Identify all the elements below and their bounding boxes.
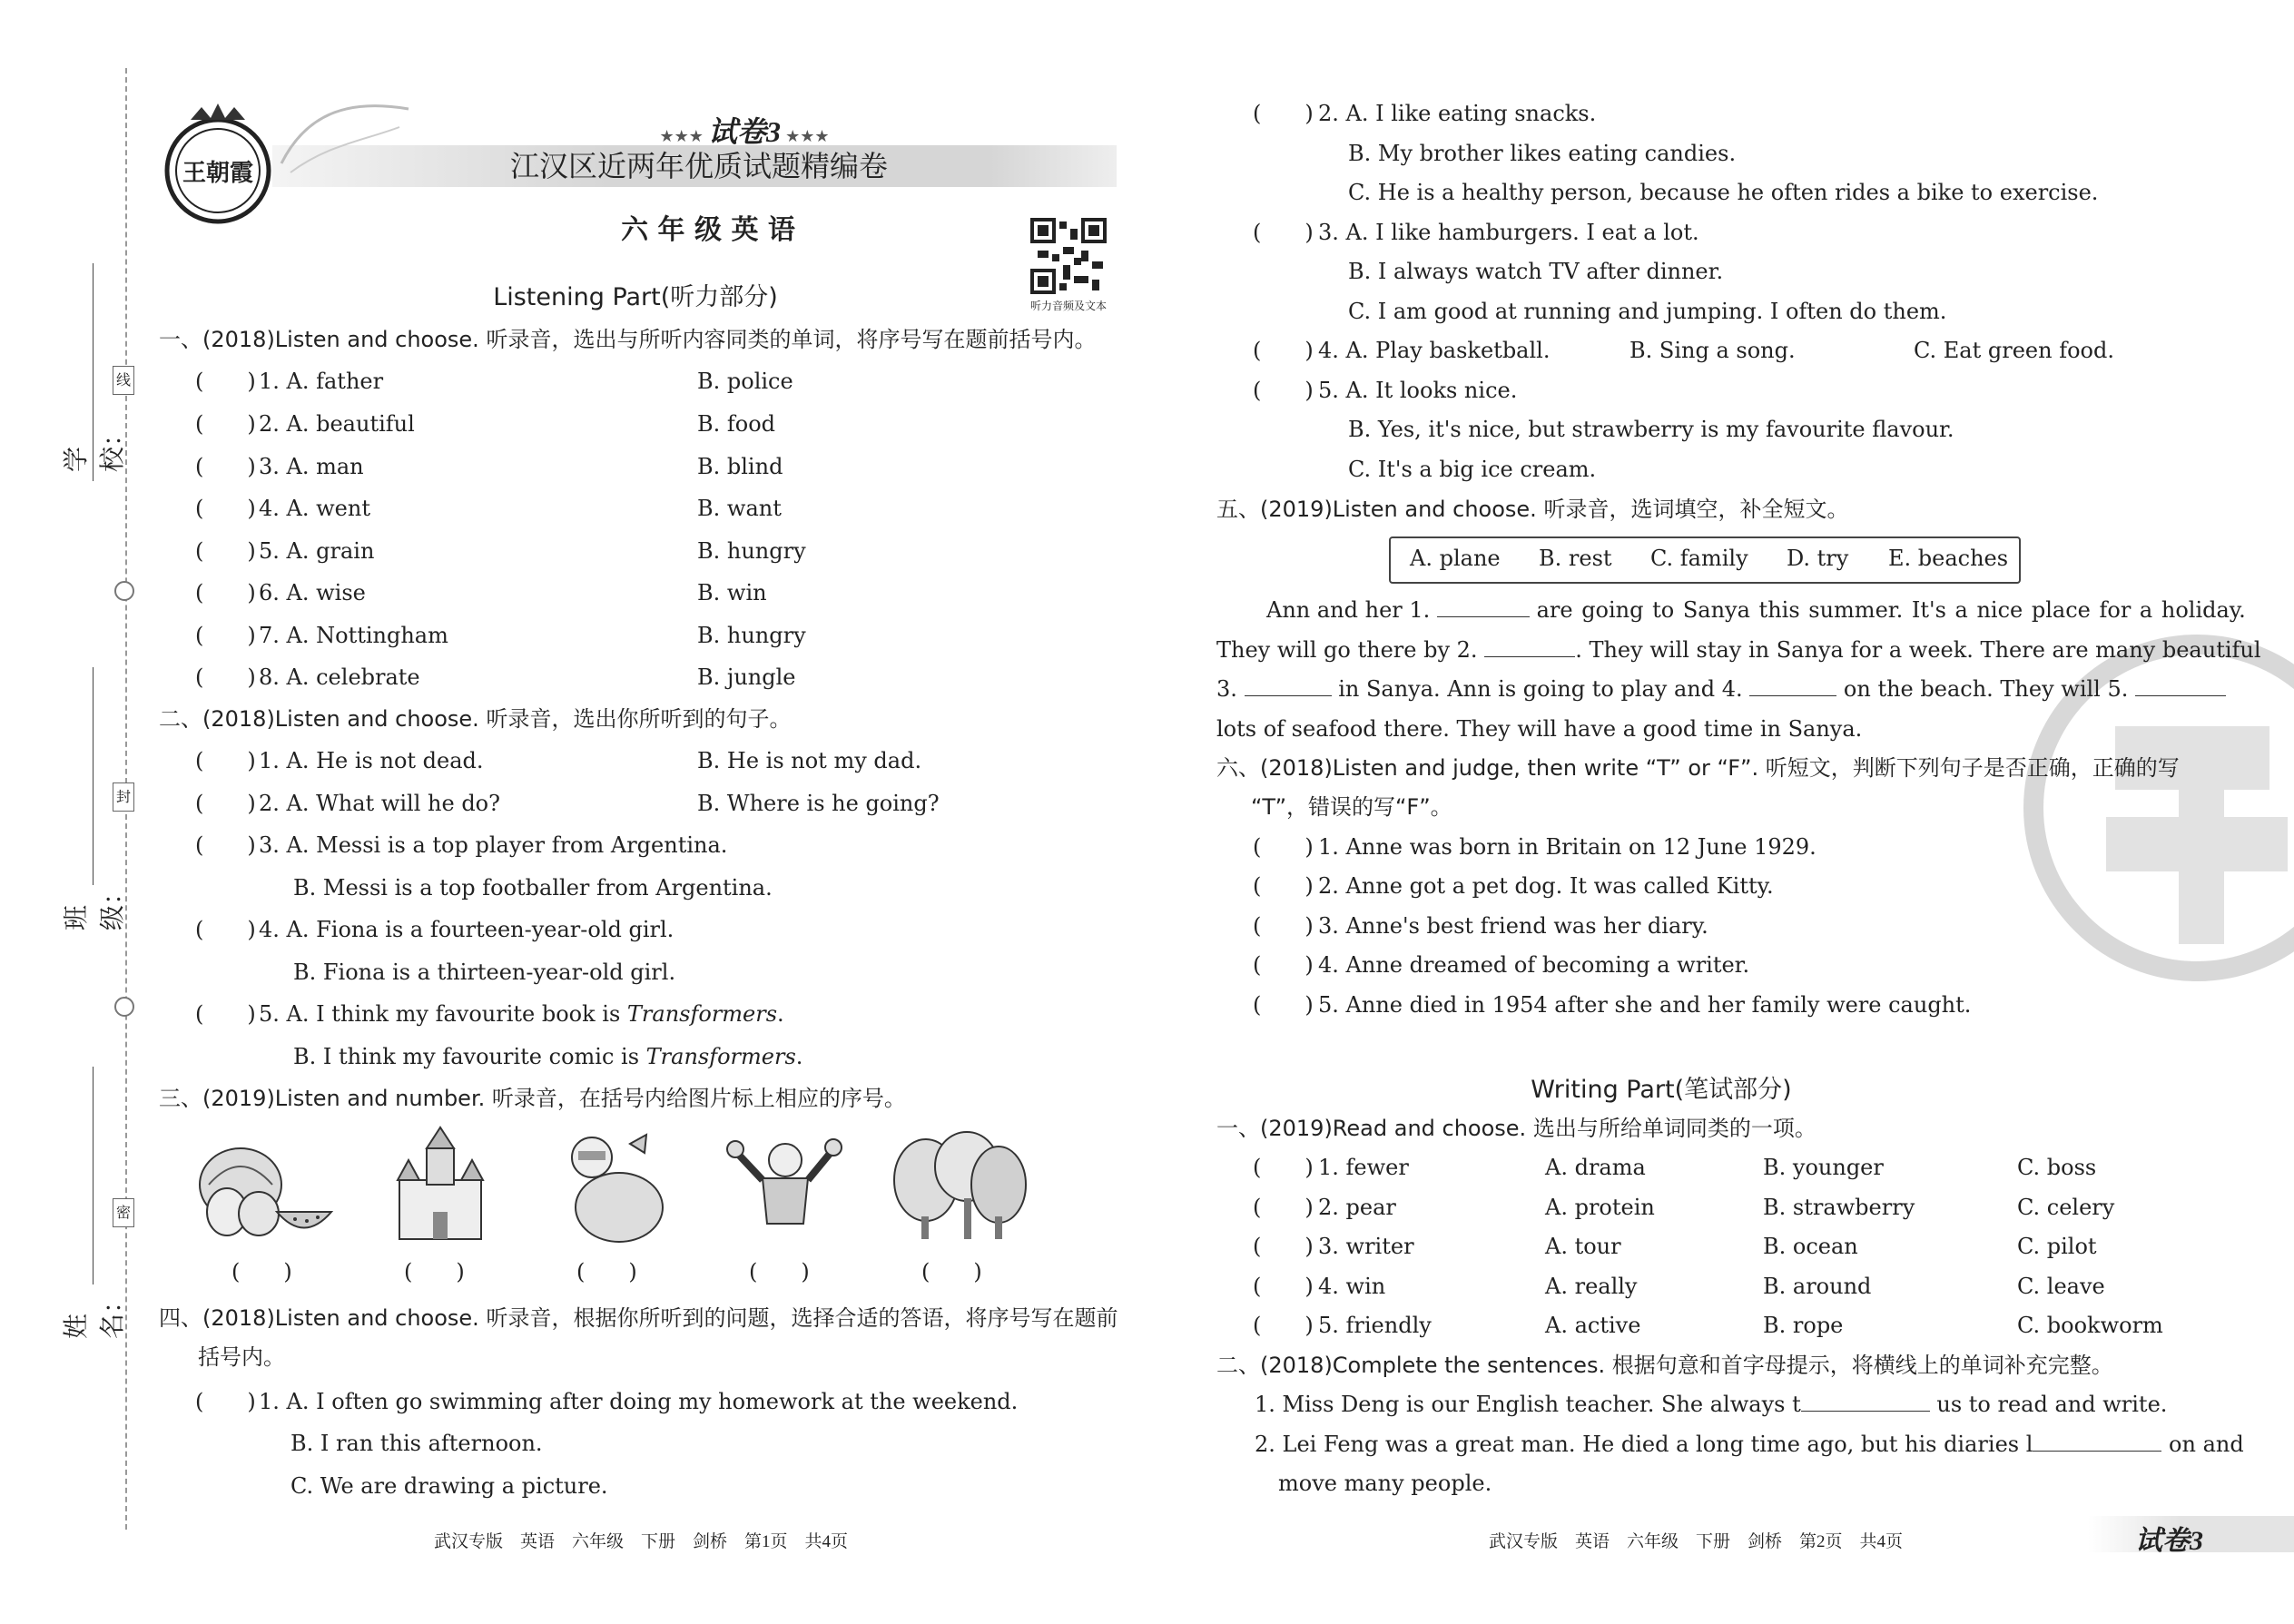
w2-sentence-2 <box>1255 1429 2244 1460</box>
passage-line-1 <box>1266 595 2246 625</box>
s1-item-8b: B. jungle <box>697 664 796 690</box>
w2-s1-b: us to read and write. <box>1936 1392 2168 1417</box>
s6-item-2: 2. Anne got a pet dog. It was called Kitty. <box>1318 873 1774 899</box>
logo-text: 王朝霞 <box>182 160 253 187</box>
paper-label: 试卷3 <box>707 115 781 148</box>
blank-5[interactable] <box>2135 675 2226 696</box>
s2-q5b-pre: B. I think my favourite comic is <box>293 1044 646 1069</box>
s2-q1a: 1. A. He is not dead. <box>259 748 484 773</box>
s1-paren-8[interactable]: ( ) <box>195 664 256 690</box>
s2-q4b: B. Fiona is a thirteen-year-old girl. <box>293 960 676 985</box>
w2-s2-b: on and <box>2169 1432 2244 1457</box>
castle-picture <box>390 1126 490 1244</box>
s1-item-2b: B. food <box>697 411 776 437</box>
section-4-heading-l1: 四、(2018)Listen and choose. 听录音，根据你所听到的问题，选择合适的答语，将序号写在题前 <box>159 1305 1118 1331</box>
binding-dot-1 <box>114 581 134 601</box>
stars-right: ★★★ <box>785 127 830 146</box>
s1-item-7a: 7. A. Nottingham <box>259 623 448 648</box>
word-bank-option-a: A. plane <box>1410 546 1501 571</box>
s4-paren-2[interactable]: ( ) <box>1253 101 1314 126</box>
s1-paren-1[interactable]: ( ) <box>195 369 256 394</box>
s4-q2b: B. My brother likes eating candies. <box>1348 141 1737 166</box>
w1-paren-5[interactable]: ( ) <box>1253 1313 1314 1338</box>
s2-q5a-pre: 5. A. I think my favourite book is <box>259 1001 627 1027</box>
w2-blank-2[interactable] <box>2033 1431 2161 1452</box>
writing-1-heading: 一、(2019)Read and choose. 选出与所给单词同类的一项。 <box>1216 1116 1816 1141</box>
s2-q5b-title: Transformers <box>645 1044 796 1069</box>
section-2-heading: 二、(2018)Listen and choose. 听录音，选出你所听到的句子。 <box>159 706 792 732</box>
s1-item-5a: 5. A. grain <box>259 538 375 564</box>
s4-paren-3[interactable]: ( ) <box>1253 220 1314 245</box>
s2-q4a: 4. A. Fiona is a fourteen-year-old girl. <box>259 917 674 942</box>
w1-b5: B. rope <box>1763 1313 1844 1338</box>
s6-item-1: 1. Anne was born in Britain on 12 June 1929. <box>1318 834 1816 860</box>
p2-b: . They will stay in Sanya for a week. There are many beautiful <box>1575 637 2261 663</box>
w1-a1: A. drama <box>1545 1155 1646 1180</box>
w1-a5: A. active <box>1545 1313 1641 1338</box>
s3-paren-1[interactable]: ( ) <box>231 1259 292 1284</box>
w1-b1: B. younger <box>1763 1155 1884 1180</box>
s4-paren-1[interactable]: ( ) <box>195 1389 256 1414</box>
word-bank-option-e: E. beaches <box>1888 546 2009 571</box>
name-label: 姓名： <box>61 1287 127 1339</box>
w1-q1: 1. fewer <box>1318 1155 1409 1180</box>
s1-paren-4[interactable]: ( ) <box>195 496 256 521</box>
w1-paren-2[interactable]: ( ) <box>1253 1195 1314 1220</box>
s6-paren-2[interactable]: ( ) <box>1253 873 1314 899</box>
listening-title: Listening Part(听力部分) <box>493 283 778 311</box>
s4-q3b: B. I always watch TV after dinner. <box>1348 259 1724 284</box>
section-1-heading: 一、(2018)Listen and choose. 听录音，选出与所听内容同类的单词，将序号写在题前括号内。 <box>159 327 1097 352</box>
s4-q2a: 2. A. I like eating snacks. <box>1318 101 1597 126</box>
w1-paren-1[interactable]: ( ) <box>1253 1155 1314 1180</box>
w1-q5: 5. friendly <box>1318 1313 1432 1338</box>
w2-sentence-2-cont: move many people. <box>1278 1471 1492 1496</box>
section-6-heading-l1: 六、(2018)Listen and judge, then write “T” or “F”. 听短文，判断下列句子是否正确，正确的写 <box>1216 755 2180 781</box>
w1-q3: 3. writer <box>1318 1234 1414 1259</box>
blank-1[interactable] <box>1437 596 1530 617</box>
s1-paren-3[interactable]: ( ) <box>195 454 256 479</box>
s2-paren-1[interactable]: ( ) <box>195 748 256 773</box>
s2-paren-2[interactable]: ( ) <box>195 791 256 816</box>
blank-4[interactable] <box>1749 675 1836 696</box>
s4-q3c: C. I am good at running and jumping. I often do them. <box>1348 299 1947 324</box>
binding-close-char: 密 <box>113 1198 134 1227</box>
s2-q5b <box>293 1041 802 1072</box>
stars-left: ★★★ <box>659 127 704 146</box>
blank-2[interactable] <box>1484 636 1575 657</box>
w1-c1: C. boss <box>2017 1155 2097 1180</box>
w2-s2-a: 2. Lei Feng was a great man. He died a long time ago, but his diaries l <box>1255 1432 2033 1457</box>
section-6-heading-l2: “T”，错误的写“F”。 <box>1251 794 1452 820</box>
s1-item-1a: 1. A. father <box>259 369 384 394</box>
s1-item-6b: B. win <box>697 580 767 605</box>
s2-q2a: 2. A. What will he do? <box>259 791 500 816</box>
banner-title: 江汉区近两年优质试题精编卷 <box>509 149 888 183</box>
w1-a3: A. tour <box>1545 1234 1621 1259</box>
s1-item-8a: 8. A. celebrate <box>259 664 420 690</box>
blank-3[interactable] <box>1245 675 1332 696</box>
qr-code <box>1030 218 1107 294</box>
w1-b4: B. around <box>1763 1274 1872 1299</box>
footer-left: 武汉专版 英语 六年级 下册 剑桥 第1页 共4页 <box>434 1532 849 1551</box>
s2-paren-4[interactable]: ( ) <box>195 917 256 942</box>
s1-item-4b: B. want <box>697 496 782 521</box>
s4-q5c: C. It's a big ice cream. <box>1348 457 1597 482</box>
s1-paren-7[interactable]: ( ) <box>195 623 256 648</box>
p1-a: Ann and her 1. <box>1266 597 1431 623</box>
s1-paren-5[interactable]: ( ) <box>195 538 256 564</box>
s4-paren-5[interactable]: ( ) <box>1253 378 1314 403</box>
w1-c4: C. leave <box>2017 1274 2105 1299</box>
s6-paren-4[interactable]: ( ) <box>1253 952 1314 978</box>
binding-line-char: 线 <box>113 366 134 395</box>
w2-blank-1[interactable] <box>1801 1391 1930 1412</box>
s1-item-7b: B. hungry <box>697 623 806 648</box>
s1-paren-6[interactable]: ( ) <box>195 580 256 605</box>
s2-q5b-post: . <box>795 1044 803 1069</box>
section-4-heading-l2: 括号内。 <box>198 1344 285 1370</box>
w2-s1-a: 1. Miss Deng is our English teacher. She always t <box>1255 1392 1801 1417</box>
grade-title: 六 年 级 英 语 <box>621 214 795 246</box>
w1-q4: 4. win <box>1318 1274 1386 1299</box>
s4-q3a: 3. A. I like hamburgers. I eat a lot. <box>1318 220 1699 245</box>
passage-line-2 <box>1216 635 2261 665</box>
s1-item-4a: 4. A. went <box>259 496 370 521</box>
s6-paren-1[interactable]: ( ) <box>1253 834 1314 860</box>
s6-item-5: 5. Anne died in 1954 after she and her family were caught. <box>1318 992 1972 1018</box>
trees-picture <box>890 1126 1030 1244</box>
word-bank-option-b: B. rest <box>1539 546 1612 571</box>
s2-q3a: 3. A. Messi is a top player from Argentina. <box>259 832 728 858</box>
s3-paren-3[interactable]: ( ) <box>576 1259 637 1284</box>
p3-a: 3. <box>1216 676 1237 702</box>
s4-q1c: C. We are drawing a picture. <box>290 1473 608 1499</box>
s4-q5a: 5. A. It looks nice. <box>1318 378 1518 403</box>
w1-b2: B. strawberry <box>1763 1195 1915 1220</box>
s2-q1b: B. He is not my dad. <box>697 748 922 773</box>
p3-c: on the beach. They will 5. <box>1843 676 2129 702</box>
writing-2-heading: 二、(2018)Complete the sentences. 根据句意和首字母提示，将横线上的单词补充完整。 <box>1216 1353 2113 1378</box>
s2-q5a-title: Transformers <box>626 1001 778 1027</box>
passage-line-4: lots of seafood there. They will have a good time in Sanya. <box>1216 716 1863 742</box>
s4-q5b: B. Yes, it's nice, but strawberry is my favourite flavour. <box>1348 417 1954 442</box>
s6-item-3: 3. Anne's best friend was her diary. <box>1318 913 1708 939</box>
passage-line-3 <box>1216 674 2226 704</box>
w1-a2: A. protein <box>1545 1195 1655 1220</box>
s1-item-3b: B. blind <box>697 454 783 479</box>
s6-paren-3[interactable]: ( ) <box>1253 913 1314 939</box>
w1-paren-4[interactable]: ( ) <box>1253 1274 1314 1299</box>
s4-q4c: C. Eat green food. <box>1914 338 2114 363</box>
s6-paren-5[interactable]: ( ) <box>1253 992 1314 1018</box>
class-line <box>93 667 94 885</box>
s4-q1b: B. I ran this afternoon. <box>290 1431 543 1456</box>
word-bank-option-c: C. family <box>1650 546 1748 571</box>
s4-q2c: C. He is a healthy person, because he often rides a bike to exercise. <box>1348 180 2099 205</box>
s2-q2b: B. Where is he going? <box>697 791 940 816</box>
s2-paren-3[interactable]: ( ) <box>195 832 256 858</box>
p3-b: in Sanya. Ann is going to play and 4. <box>1338 676 1743 702</box>
s3-paren-2[interactable]: ( ) <box>404 1259 465 1284</box>
w2-sentence-1 <box>1255 1389 2167 1420</box>
w1-c3: C. pilot <box>2017 1234 2097 1259</box>
w1-c5: C. bookworm <box>2017 1313 2163 1338</box>
footer-right: 武汉专版 英语 六年级 下册 剑桥 第2页 共4页 <box>1489 1532 1904 1551</box>
ribbon-decoration <box>272 91 418 182</box>
qr-caption: 听力音频及文本 <box>1029 300 1107 312</box>
s1-item-1b: B. police <box>697 369 793 394</box>
s6-item-4: 4. Anne dreamed of becoming a writer. <box>1318 952 1750 978</box>
s1-item-3a: 3. A. man <box>259 454 364 479</box>
s3-paren-4[interactable]: ( ) <box>749 1259 810 1284</box>
class-label: 班级： <box>61 879 127 930</box>
s1-item-6a: 6. A. wise <box>259 580 366 605</box>
w1-c2: C. celery <box>2017 1195 2115 1220</box>
s1-item-5b: B. hungry <box>697 538 806 564</box>
s4-q1a: 1. A. I often go swimming after doing my homework at the weekend. <box>259 1389 1019 1414</box>
w1-b3: B. ocean <box>1763 1234 1858 1259</box>
section-5-heading: 五、(2019)Listen and choose. 听录音，选词填空，补全短文。 <box>1216 497 1849 522</box>
s4-q4b: B. Sing a song. <box>1629 338 1796 363</box>
writing-title: Writing Part(笔试部分) <box>1531 1076 1792 1104</box>
w1-paren-3[interactable]: ( ) <box>1253 1234 1314 1259</box>
s4-q4a: 4. A. Play basketball. <box>1318 338 1551 363</box>
s3-paren-5[interactable]: ( ) <box>921 1259 982 1284</box>
s1-paren-2[interactable]: ( ) <box>195 411 256 437</box>
p2-a: They will go there by 2. <box>1216 637 1478 663</box>
rocket-picture <box>556 1126 669 1244</box>
w1-q2: 2. pear <box>1318 1195 1396 1220</box>
section-3-heading: 三、(2019)Listen and number. 听录音，在括号内给图片标上相应的序号。 <box>159 1086 906 1111</box>
footer-tag: 试卷3 <box>2135 1526 2203 1556</box>
fruits-picture <box>191 1130 336 1239</box>
s1-item-2a: 2. A. beautiful <box>259 411 415 437</box>
binding-dot-2 <box>114 997 134 1017</box>
school-label: 学校： <box>61 420 127 472</box>
s2-q5a <box>259 999 784 1029</box>
superman-picture <box>726 1124 844 1242</box>
w1-a4: A. really <box>1545 1274 1638 1299</box>
binding-seal-char: 封 <box>113 782 134 812</box>
s2-paren-5[interactable]: ( ) <box>195 1001 256 1027</box>
s2-q5a-post: . <box>777 1001 784 1027</box>
s4-paren-4[interactable]: ( ) <box>1253 338 1314 363</box>
name-line <box>93 1067 94 1284</box>
s2-q3b: B. Messi is a top footballer from Argentina. <box>293 875 773 901</box>
p1-b: are going to Sanya this summer. It's a nice place for a holiday. <box>1536 597 2246 623</box>
word-bank-option-d: D. try <box>1787 546 1849 571</box>
